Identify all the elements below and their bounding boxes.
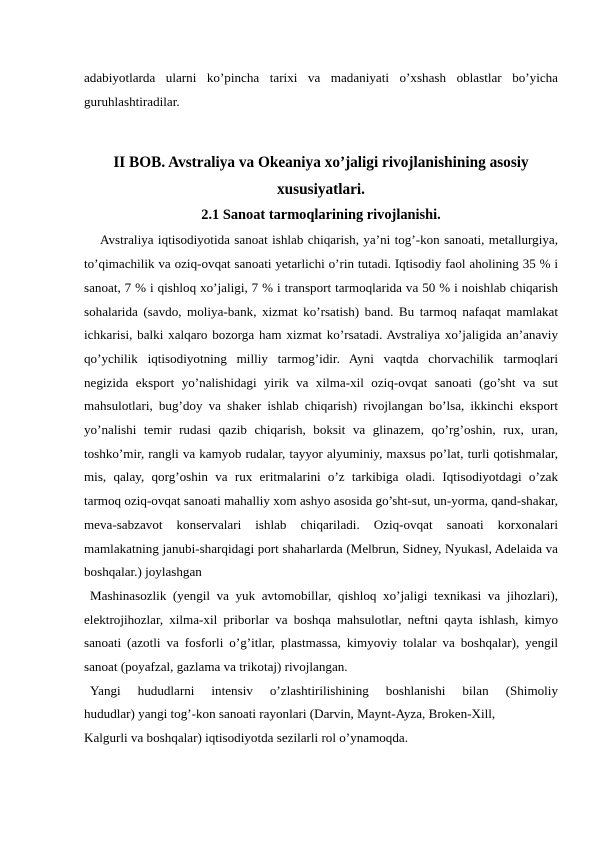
section-title: 2.1 Sanoat tarmoqlarining rivojlanishi.: [201, 207, 441, 224]
paragraph-industry-overview: Avstraliya iqtisodiyotida sanoat ishlab chiqarish, ya’ni tog’-kon sanoati, metallurgiya, to’qimachilik va oziq-ovqat sanoati yetarlichi o’rin tutadi. Iqtisodiy faol aholining 35 % i sanoat, 7 % i qishloq xo’jaligi, 7 % i transport tarmoqlarida va 50 % i noishlab chiqarish sohalarida (savdo, moliya-bank, xizmat ko’rsatish) band. Bu tarmoq nafaqat mamlakat ichkarisi, balki xalqaro bozorga ham xizmat ko’rsatadi. Avstraliya xo’jaligida an’anaviy qo’ychilik iqtisodiyotning milliy tarmog’idir. Ayni vaqtda chorvachilik tarmoqlari negizida eksport yo’nalishidagi yirik va xilma-xil oziq-ovqat sanoati (go’sht va sut mahsulotlari, bug’doy va shaker ishlab chiqarish) rivojlangan bo’lsa, ikkinchi eksport yo’nalishi temir rudasi qazib chiqarish, boksit va glinazem, qo’rg’oshin, rux, uran, toshko’mir, rangli va kamyob rudalar, tayyor alyuminiy, maxsus po’lat, turli qotishmalar, mis, qalay, qorg’oshin va rux eritmalarini o’z tarkibiga oladi. Iqtisodiyotdagi o’zak tarmoq oziq-ovqat sanoati mahalliy xom ashyo asosida go’sht-sut, un-yorma, qand-shakar, meva-sabzavot konservalari ishlab chiqariladi. Oziq-ovqat sanoati korxonalari mamlakatning janubi-sharqidagi port shaharlarda (Melbrun, Sidney, Nyukasl, Adelaida va boshqalar.) joylashgan: [84, 232, 558, 580]
paragraph-new-regions: [84, 679, 558, 750]
paragraph-line: Yangi hududlarni intensiv o’zlashtirilishining boshlanishi bilan (Shimoliy: [90, 682, 558, 698]
paragraph-line: Kalgurli va boshqalar) iqtisodiyotda sezilarli rol o’ynamoqda.: [84, 730, 408, 746]
intro-paragraph: adabiyotlarda ularni ko’pincha tarixi va madaniyati o’xshash oblastlar bo’yicha guruhlashtiradilar.: [84, 70, 558, 109]
spacer: [84, 113, 558, 150]
paragraph-machinery: Mashinasozlik (yengil va yuk avtomobillar, qishloq xo’jaligi texnikasi va jihozlari), elektrojihozlar, xilma-xil priborlar va boshqa mahsulotlar, neftni qayta ishlash, kimyo sanoati (azotli va fosforli o’g’itlar, plastmassa, kimyoviy tolalar va boshqalar), yengil sanoat (poyafzal, gazlama va trikotaj) rivojlangan.: [84, 587, 558, 675]
document-page: [84, 66, 558, 750]
paragraph-line: hududlar) yangi tog’-kon sanoati rayonlari (Darvin, Maynt-Ayza, Broken-Xill,: [84, 706, 496, 722]
chapter-title: II BOB. Avstraliya va Okeaniya xo’jaligi rivojlanishining asosiy xususiyatlari.: [113, 154, 529, 198]
